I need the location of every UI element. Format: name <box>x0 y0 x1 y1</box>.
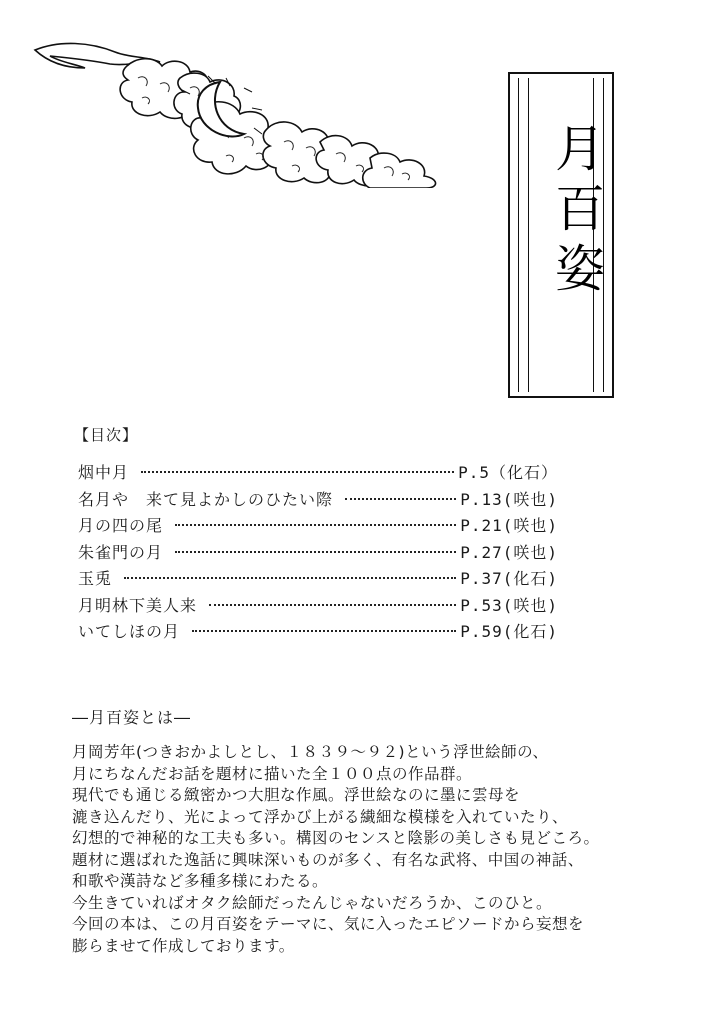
page-title: 月百姿 <box>547 122 605 302</box>
about-line: 題材に選ばれた逸話に興味深いものが多く、有名な武将、中国の神話、 <box>72 850 584 869</box>
toc-entry-title: 玉兎 <box>78 569 113 588</box>
toc-entry-page: P.37(化石) <box>460 569 558 588</box>
toc-entry-title: 月明林下美人来 <box>78 595 198 615</box>
cloud-mass-far-right <box>363 153 436 188</box>
about-line: 今生きていればオタク絵師だったんじゃないだろうか、このひと。 <box>72 893 553 912</box>
about-text <box>72 742 672 957</box>
about-line: 漉き込んだり、光によって浮かび上がる繊細な模様を入れていたり、 <box>72 807 569 826</box>
toc-leader-dots <box>175 551 456 553</box>
toc-entry-page: P.5（化石） <box>458 463 558 482</box>
toc-entry-page: P.27(咲也) <box>460 542 558 562</box>
toc-leader-dots <box>192 630 456 632</box>
toc-entry <box>78 513 558 540</box>
about-line: 月にちなんだお話を題材に描いた全１００点の作品群。 <box>72 764 473 783</box>
about-line: 月岡芳年(つきおかよしとし、１８３９～９２)という浮世絵師の、 <box>72 743 549 761</box>
toc-heading: 【目次】 <box>74 426 139 444</box>
toc-entry-page: P.59(化石) <box>460 622 558 641</box>
crescent-moon-clouds-illustration <box>30 38 450 188</box>
toc-entry <box>78 619 558 646</box>
toc-entry <box>78 540 558 567</box>
title-frame <box>508 72 614 398</box>
toc-entry-page: P.53(咲也) <box>460 595 558 615</box>
table-of-contents <box>78 460 558 646</box>
toc-entry <box>78 487 558 514</box>
toc-leader-dots <box>141 471 454 473</box>
toc-entry-title: 月の四の尾 <box>78 516 164 535</box>
toc-entry-title: 烟中月 <box>78 463 130 482</box>
about-heading: ―月百姿とは― <box>72 708 192 727</box>
toc-leader-dots <box>209 604 456 606</box>
toc-leader-dots <box>345 498 456 500</box>
about-line: 幻想的で神秘的な工夫も多い。構図のセンスと陰影の美しさも見どころ。 <box>72 829 600 847</box>
about-line: 膨らませて作成しております。 <box>72 936 295 955</box>
about-line: 現代でも通じる緻密かつ大胆な作風。浮世絵なのに墨に雲母を <box>72 786 521 804</box>
toc-entry-title: 名月や 来て見よかしのひたい際 <box>78 489 334 509</box>
toc-entry <box>78 593 558 620</box>
toc-leader-dots <box>124 577 456 579</box>
toc-entry-page: P.21(咲也) <box>460 516 558 535</box>
toc-entry <box>78 460 558 487</box>
toc-entry-title: 朱雀門の月 <box>78 542 164 562</box>
toc-entry <box>78 566 558 593</box>
toc-entry-page: P.13(咲也) <box>460 489 558 509</box>
about-line: 今回の本は、この月百姿をテーマに、気に入ったエピソードから妄想を <box>72 915 585 933</box>
toc-leader-dots <box>175 524 456 526</box>
about-line: 和歌や漢詩など多種多様にわたる。 <box>72 872 329 890</box>
toc-entry-title: いてしほの月 <box>78 622 181 641</box>
